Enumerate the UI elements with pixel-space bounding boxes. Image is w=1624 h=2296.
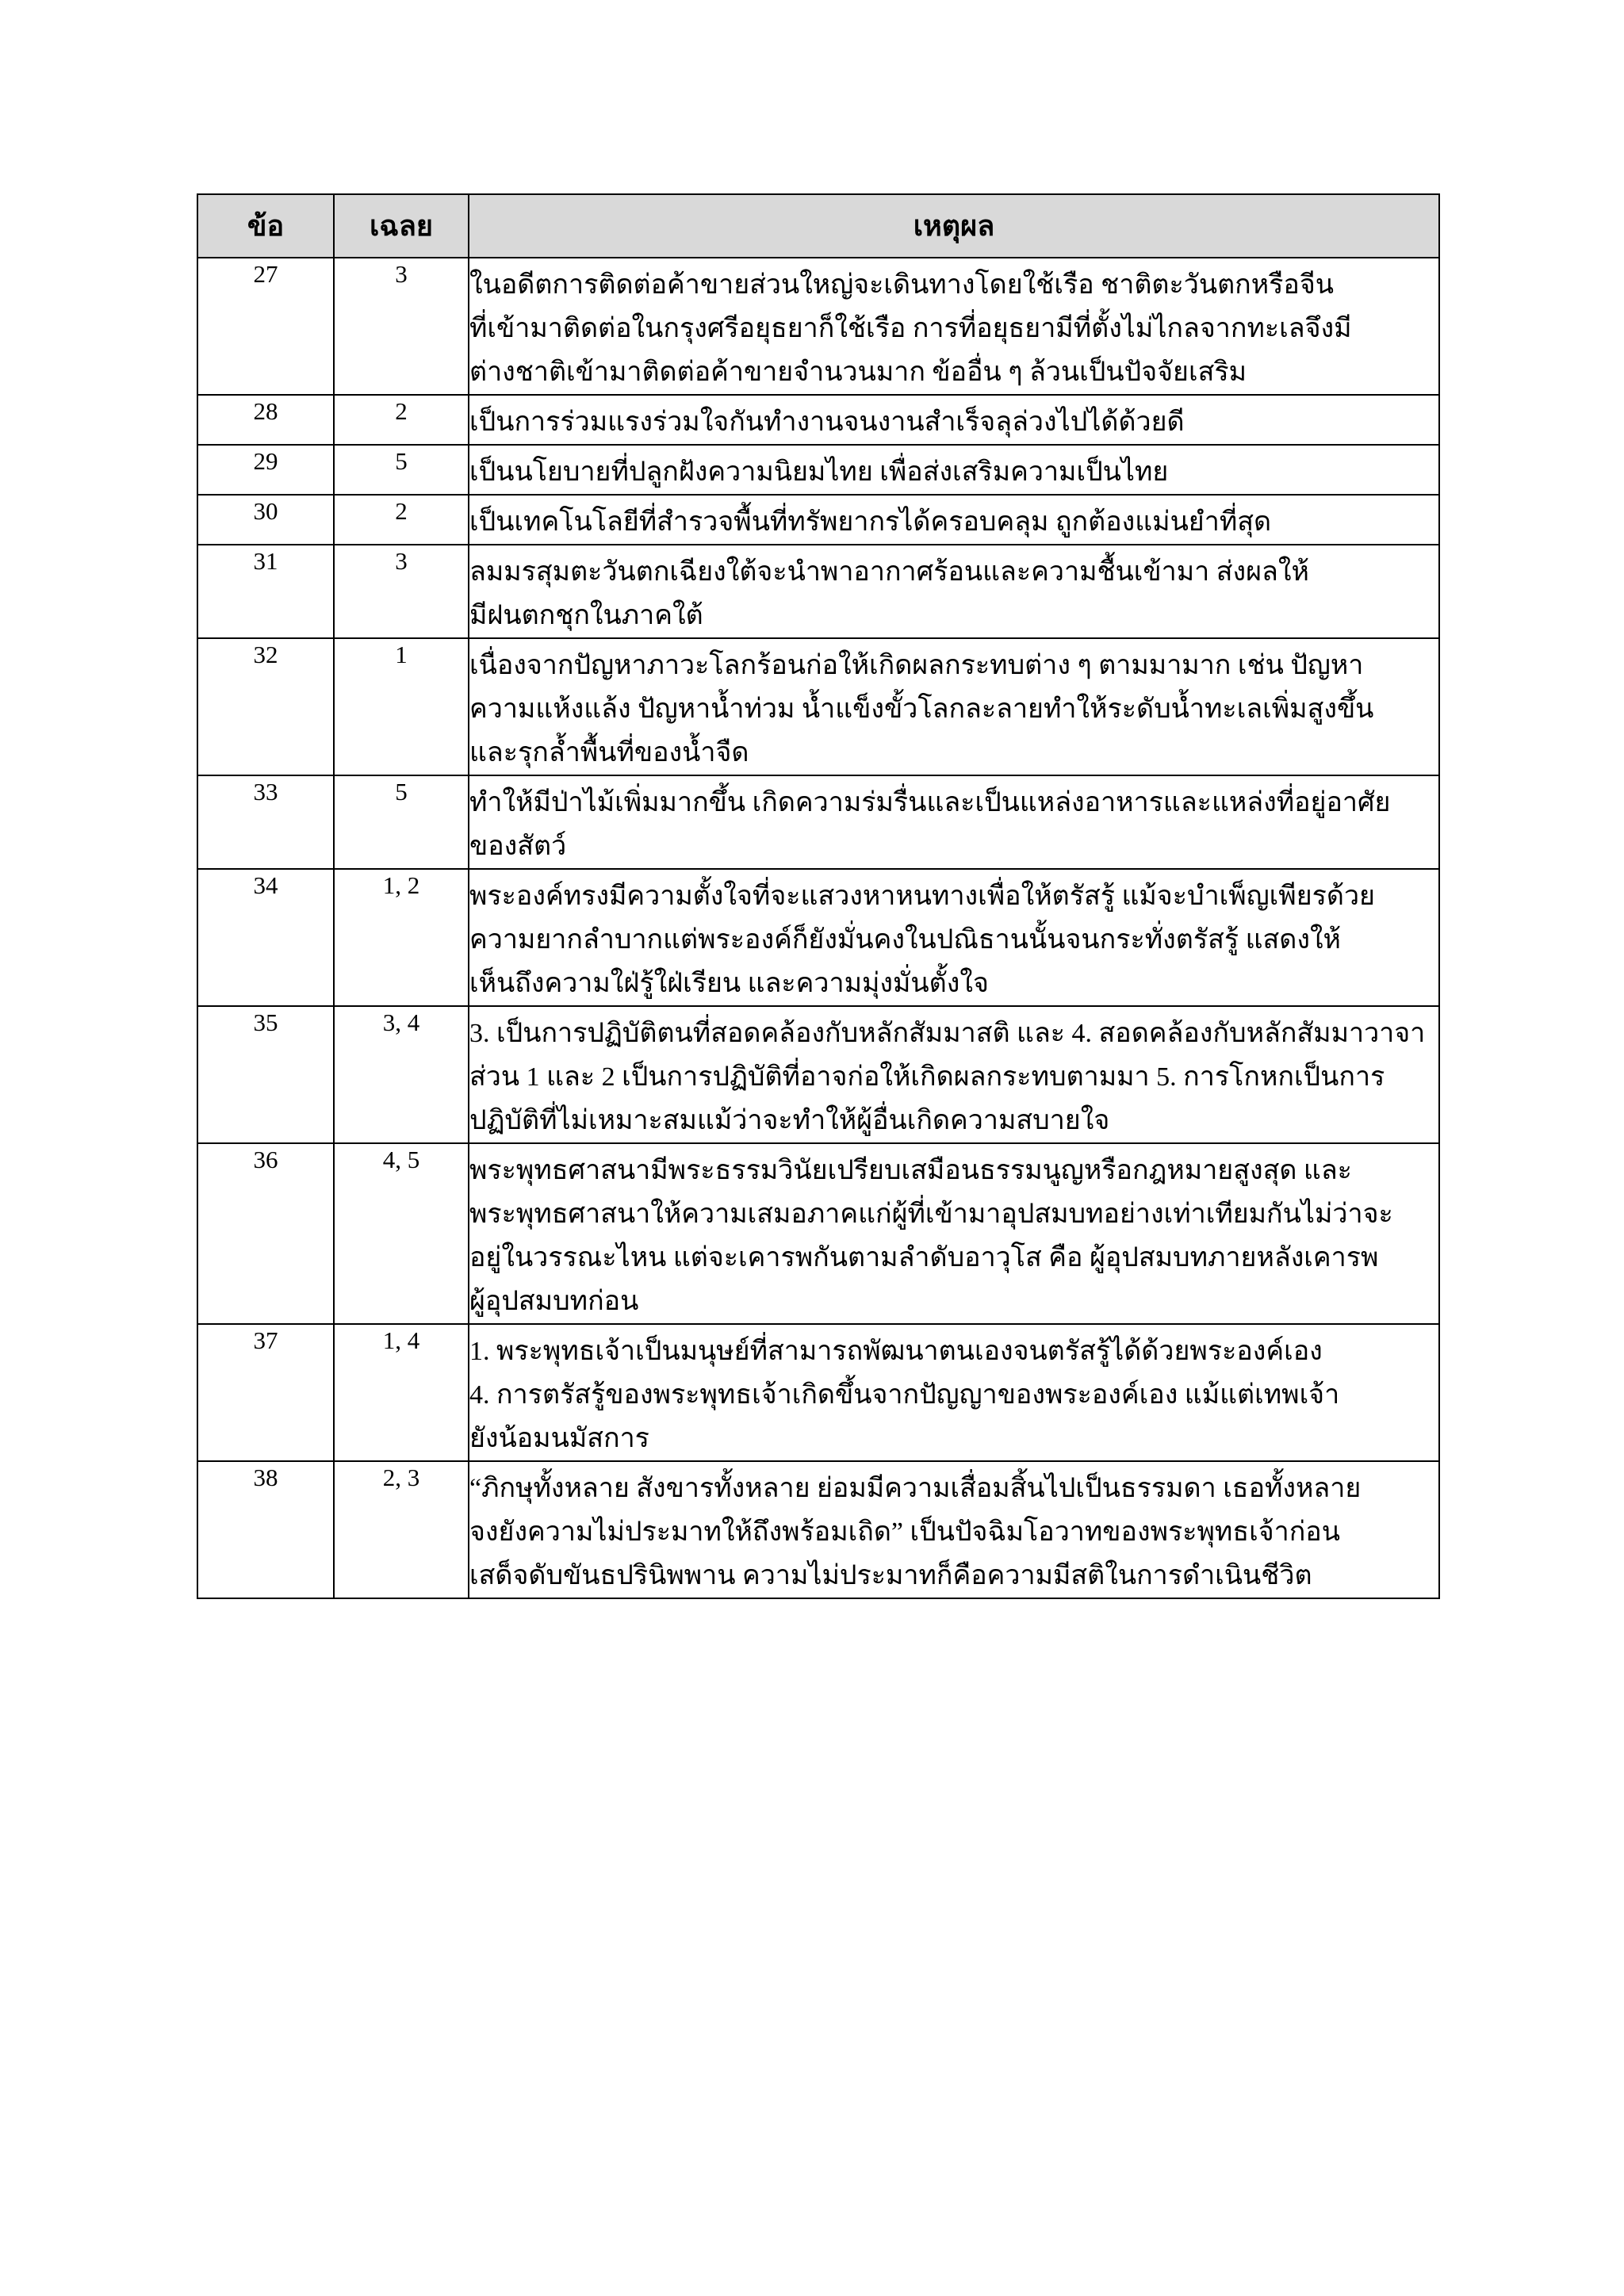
reason-cell	[469, 638, 1439, 775]
reason-line: อยู่ในวรรณะไหน แต่จะเคารพกันตามลำดับอาวุโส คือ ผู้อุปสมบทภายหลังเคารพ	[469, 1243, 1379, 1272]
reason-line: 3. เป็นการปฏิบัติตนที่สอดคล้องกับหลักสัมมาสติ และ 4. สอดคล้องกับหลักสัมมาวาจา	[469, 1019, 1426, 1048]
table-row	[197, 545, 1439, 638]
reason-cell	[469, 1006, 1439, 1143]
question-number-cell: 30	[197, 495, 334, 545]
table-row	[197, 1143, 1439, 1324]
table-row	[197, 1324, 1439, 1461]
reason-line: ยังน้อมนมัสการ	[469, 1424, 649, 1453]
reason-cell	[469, 775, 1439, 869]
reason-cell	[469, 1461, 1439, 1598]
reason-line: ความยากลำบากแต่พระองค์ก็ยังมั่นคงในปณิธานนั้นจนกระทั่งตรัสรู้ แสดงให้	[469, 925, 1341, 955]
answer-cell: 2	[334, 495, 469, 545]
question-number-cell: 29	[197, 445, 334, 495]
reason-line: เป็นนโยบายที่ปลูกฝังความนิยมไทย เพื่อส่งเสริมความเป็นไทย	[469, 457, 1169, 487]
reason-cell	[469, 545, 1439, 638]
reason-cell	[469, 869, 1439, 1006]
answer-cell: 3	[334, 545, 469, 638]
question-number-cell: 27	[197, 258, 334, 395]
reason-line: ต่างชาติเข้ามาติดต่อค้าขายจำนวนมาก ข้ออื่น ๆ ล้วนเป็นปัจจัยเสริม	[469, 358, 1247, 387]
question-number-cell: 33	[197, 775, 334, 869]
reason-line: เป็นการร่วมแรงร่วมใจกันทำงานจนงานสำเร็จลุล่วงไปได้ด้วยดี	[469, 408, 1185, 437]
table-row	[197, 869, 1439, 1006]
reason-cell	[469, 258, 1439, 395]
reason-line: ผู้อุปสมบทก่อน	[469, 1287, 639, 1316]
header-question-number: ข้อ	[197, 194, 334, 258]
answer-cell: 5	[334, 775, 469, 869]
table-row	[197, 395, 1439, 445]
reason-line: เนื่องจากปัญหาภาวะโลกร้อนก่อให้เกิดผลกระทบต่าง ๆ ตามมามาก เช่น ปัญหา	[469, 651, 1364, 680]
reason-line: ความแห้งแล้ง ปัญหาน้ำท่วม น้ำแข็งขั้วโลกละลายทำให้ระดับน้ำทะเลเพิ่มสูงขึ้น	[469, 695, 1374, 724]
answer-cell: 5	[334, 445, 469, 495]
reason-cell	[469, 1143, 1439, 1324]
table-row	[197, 258, 1439, 395]
question-number-cell: 34	[197, 869, 334, 1006]
reason-line: ส่วน 1 และ 2 เป็นการปฏิบัติที่อาจก่อให้เกิดผลกระทบตามมา 5. การโกหกเป็นการ	[469, 1062, 1385, 1092]
answer-cell: 4, 5	[334, 1143, 469, 1324]
table-header-row	[197, 194, 1439, 258]
table-row	[197, 775, 1439, 869]
table-row	[197, 638, 1439, 775]
answer-cell: 1	[334, 638, 469, 775]
question-number-cell: 31	[197, 545, 334, 638]
reason-line: พระองค์ทรงมีความตั้งใจที่จะแสวงหาหนทางเพื่อให้ตรัสรู้ แม้จะบำเพ็ญเพียรด้วย	[469, 882, 1375, 911]
question-number-cell: 38	[197, 1461, 334, 1598]
reason-line: 1. พระพุทธเจ้าเป็นมนุษย์ที่สามารถพัฒนาตนเองจนตรัสรู้ได้ด้วยพระองค์เอง	[469, 1337, 1323, 1366]
reason-cell	[469, 1324, 1439, 1461]
reason-line: พระพุทธศาสนาให้ความเสมอภาคแก่ผู้ที่เข้ามาอุปสมบทอย่างเท่าเทียมกันไม่ว่าจะ	[469, 1200, 1393, 1229]
table-row	[197, 1006, 1439, 1143]
reason-cell	[469, 495, 1439, 545]
reason-line: “ภิกษุทั้งหลาย สังขารทั้งหลาย ย่อมมีความเสื่อมสิ้นไปเป็นธรรมดา เธอทั้งหลาย	[469, 1474, 1362, 1503]
reason-line: เห็นถึงความใฝ่รู้ใฝ่เรียน และความมุ่งมั่นตั้งใจ	[469, 969, 989, 998]
reason-line: ลมมรสุมตะวันตกเฉียงใต้จะนำพาอากาศร้อนและความชื้นเข้ามา ส่งผลให้	[469, 557, 1309, 587]
table-row	[197, 1461, 1439, 1598]
reason-line: ทำให้มีป่าไม้เพิ่มมากขึ้น เกิดความร่มรื่นและเป็นแหล่งอาหารและแหล่งที่อยู่อาศัย	[469, 788, 1391, 817]
reason-cell	[469, 395, 1439, 445]
header-reason: เหตุผล	[469, 194, 1439, 258]
answer-cell: 3	[334, 258, 469, 395]
reason-line: มีฝนตกชุกในภาคใต้	[469, 601, 703, 630]
answer-cell: 1, 2	[334, 869, 469, 1006]
reason-line: พระพุทธศาสนามีพระธรรมวินัยเปรียบเสมือนธรรมนูญหรือกฎหมายสูงสุด และ	[469, 1156, 1352, 1185]
answer-key-page	[197, 193, 1438, 1599]
reason-line: เป็นเทคโนโลยีที่สำรวจพื้นที่ทรัพยากรได้ครอบคลุม ถูกต้องแม่นยำที่สุด	[469, 507, 1272, 537]
answer-cell: 1, 4	[334, 1324, 469, 1461]
reason-line: จงยังความไม่ประมาทให้ถึงพร้อมเถิด” เป็นปัจฉิมโอวาทของพระพุทธเจ้าก่อน	[469, 1517, 1340, 1547]
reason-cell	[469, 445, 1439, 495]
reason-line: 4. การตรัสรู้ของพระพุทธเจ้าเกิดขึ้นจากปัญญาของพระองค์เอง แม้แต่เทพเจ้า	[469, 1380, 1340, 1410]
table-row	[197, 495, 1439, 545]
reason-line: เสด็จดับขันธปรินิพพาน ความไม่ประมาทก็คือความมีสติในการดำเนินชีวิต	[469, 1561, 1312, 1590]
question-number-cell: 36	[197, 1143, 334, 1324]
answer-cell: 2	[334, 395, 469, 445]
reason-line: และรุกล้ำพื้นที่ของน้ำจืด	[469, 738, 749, 767]
answer-key-table	[197, 193, 1440, 1599]
question-number-cell: 37	[197, 1324, 334, 1461]
reason-line: ปฏิบัติที่ไม่เหมาะสมแม้ว่าจะทำให้ผู้อื่นเกิดความสบายใจ	[469, 1106, 1110, 1135]
table-row	[197, 445, 1439, 495]
reason-line: ในอดีตการติดต่อค้าขายส่วนใหญ่จะเดินทางโดยใช้เรือ ชาติตะวันตกหรือจีน	[469, 270, 1335, 300]
question-number-cell: 28	[197, 395, 334, 445]
answer-cell: 2, 3	[334, 1461, 469, 1598]
reason-line: ที่เข้ามาติดต่อในกรุงศรีอยุธยาก็ใช้เรือ การที่อยุธยามีที่ตั้งไม่ไกลจากทะเลจึงมี	[469, 314, 1352, 343]
header-answer: เฉลย	[334, 194, 469, 258]
table-body	[197, 258, 1439, 1598]
question-number-cell: 35	[197, 1006, 334, 1143]
answer-cell: 3, 4	[334, 1006, 469, 1143]
reason-line: ของสัตว์	[469, 832, 567, 861]
question-number-cell: 32	[197, 638, 334, 775]
